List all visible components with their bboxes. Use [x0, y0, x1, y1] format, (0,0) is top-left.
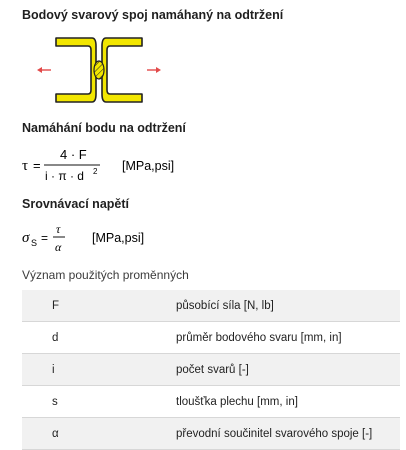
stress-heading: Namáhání bodu na odtržení: [22, 121, 186, 135]
variables-heading: Význam použitých proměnných: [22, 268, 189, 282]
right-force-arrow: [147, 67, 161, 73]
eq2-lhs: σ: [22, 230, 30, 246]
table-row: [22, 386, 400, 418]
eq1-exponent: 2: [93, 167, 98, 176]
section-title: Bodový svarový spoj namáhaný na odtržení: [22, 8, 284, 22]
eq2-numerator: τ: [56, 222, 61, 236]
eq2-denominator: α: [55, 240, 62, 254]
variable-description: působící síla [N, lb]: [172, 290, 400, 322]
right-plate: [102, 38, 142, 102]
comparison-equation: [22, 220, 302, 256]
variable-description: tloušťka plechu [mm, in]: [172, 386, 400, 418]
eq1-unit: [MPa,psi]: [122, 159, 175, 173]
eq1-lhs: τ: [22, 158, 29, 174]
left-plate: [56, 38, 96, 102]
variable-description: průměr bodového svaru [mm, in]: [172, 322, 400, 354]
variable-symbol: F: [22, 290, 172, 322]
stress-equation: [22, 144, 302, 184]
variable-symbol: d: [22, 322, 172, 354]
variable-symbol: i: [22, 354, 172, 386]
variable-description: převodní součinitel svarového spoje [-]: [172, 418, 400, 450]
spot-weld-diagram: [36, 34, 162, 106]
variable-symbol: s: [22, 386, 172, 418]
variables-table: [22, 290, 400, 450]
comparison-heading: Srovnávací napětí: [22, 197, 129, 211]
eq1-numerator: 4 · F: [60, 147, 87, 162]
eq1-equals: =: [33, 158, 41, 173]
table-row: [22, 322, 400, 354]
weld-nugget: [94, 61, 104, 79]
table-row: [22, 354, 400, 386]
variable-description: počet svarů [-]: [172, 354, 400, 386]
variable-symbol: α: [22, 418, 172, 450]
left-force-arrow: [37, 67, 51, 73]
eq2-equals: =: [41, 231, 49, 245]
eq2-subscript: S: [31, 238, 38, 248]
eq1-denominator: i · π · d: [45, 169, 84, 183]
table-row: [22, 290, 400, 322]
eq2-unit: [MPa,psi]: [92, 231, 145, 245]
